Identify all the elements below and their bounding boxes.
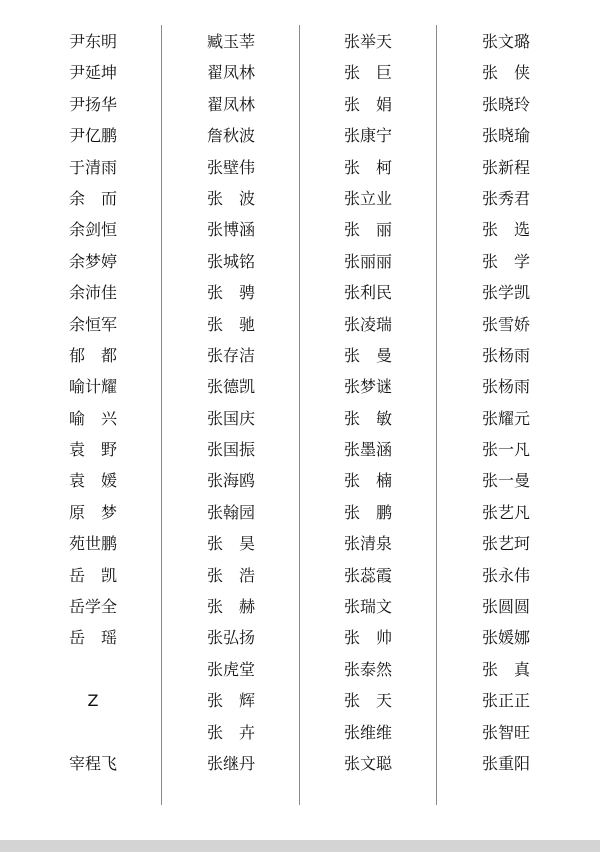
name-entry: 张墨涵 — [343, 440, 392, 460]
name-entry: 张正正 — [481, 691, 530, 711]
name-entry: 翟凤林 — [206, 94, 255, 114]
column-divider — [436, 25, 437, 805]
name-entry: 张新程 — [481, 157, 530, 177]
name-entry: 余梦婷 — [68, 251, 117, 271]
name-entry: 张举天 — [343, 32, 392, 51]
name-entry: 张维维 — [343, 722, 392, 742]
name-entry: 尹亿鹏 — [68, 126, 117, 146]
name-entry: 袁 野 — [68, 440, 117, 460]
name-entry: 翟凤林 — [206, 63, 255, 83]
name-entry: 张秀君 — [481, 188, 530, 208]
name-column-4 — [456, 26, 556, 779]
blank-line — [43, 654, 143, 685]
name-entry: 喻计耀 — [68, 377, 117, 397]
name-entry: 张海鸥 — [206, 471, 255, 491]
name-entry: 余 而 — [68, 188, 117, 208]
name-entry: 张晓玲 — [481, 94, 530, 114]
name-entry: 张永伟 — [481, 565, 530, 585]
name-entry: 张雪娇 — [481, 314, 530, 334]
name-entry: 张 浩 — [206, 565, 255, 585]
name-entry: 苑世鹏 — [68, 534, 117, 554]
name-entry: 张 赫 — [206, 597, 255, 617]
name-entry: 张 楠 — [343, 471, 392, 491]
name-entry: 张杨雨 — [481, 345, 530, 365]
name-entry: 原 梦 — [68, 502, 117, 522]
name-entry: 张一曼 — [481, 471, 530, 491]
column-divider — [299, 25, 300, 805]
name-entry: 张弘扬 — [206, 628, 255, 648]
name-entry: 张国庆 — [206, 408, 255, 428]
name-entry: 张圆圆 — [481, 597, 530, 617]
name-entry: 张 波 — [206, 188, 255, 208]
name-entry: 张凌瑞 — [343, 314, 392, 334]
name-entry: 张利民 — [343, 283, 392, 303]
name-entry: 岳学全 — [68, 597, 117, 617]
name-entry: 袁 媛 — [68, 471, 117, 491]
name-entry: 于清雨 — [68, 157, 117, 177]
name-entry: 张艺珂 — [481, 534, 530, 554]
name-entry: 张丽丽 — [343, 251, 392, 271]
name-column-2 — [181, 26, 281, 779]
name-entry: 张重阳 — [481, 753, 530, 773]
name-entry: 张虎堂 — [206, 659, 255, 679]
name-entry: 张国振 — [206, 440, 255, 460]
name-entry: 张 学 — [481, 251, 530, 271]
name-entry: 张文璐 — [481, 32, 530, 51]
name-entry: 张 卉 — [206, 722, 255, 742]
name-entry: 张瑞文 — [343, 597, 392, 617]
name-entry: 张 丽 — [343, 220, 392, 240]
name-entry: 宰程飞 — [68, 753, 117, 773]
page-bottom-edge — [0, 840, 600, 852]
name-entry: 张耀元 — [481, 408, 530, 428]
name-entry: 张 昊 — [206, 534, 255, 554]
name-entry: 张 巨 — [343, 63, 392, 83]
name-entry: 张 辉 — [206, 691, 255, 711]
name-entry: 臧玉莘 — [206, 32, 255, 51]
name-entry: 余恒军 — [68, 314, 117, 334]
name-entry: 詹秋波 — [206, 126, 255, 146]
name-entry: 张杨雨 — [481, 377, 530, 397]
name-entry: 尹扬华 — [68, 94, 117, 114]
name-column-1 — [43, 26, 143, 779]
name-entry: 张 娟 — [343, 94, 392, 114]
name-entry: 尹东明 — [68, 32, 117, 51]
name-entry: 郁 都 — [68, 345, 117, 365]
name-entry: 喻 兴 — [68, 408, 117, 428]
name-entry: 张博涵 — [206, 220, 255, 240]
name-entry: 张 侠 — [481, 63, 530, 83]
name-column-3 — [318, 26, 418, 779]
name-entry: 张梦谜 — [343, 377, 392, 397]
name-entry: 张 骋 — [206, 283, 255, 303]
name-entry: 张 敏 — [343, 408, 392, 428]
name-entry: 尹延坤 — [68, 63, 117, 83]
name-entry: 张继丹 — [206, 753, 255, 773]
name-entry: 张清泉 — [343, 534, 392, 554]
name-entry: 张智旺 — [481, 722, 530, 742]
name-entry: 张一凡 — [481, 440, 530, 460]
name-entry: 张存洁 — [206, 345, 255, 365]
column-divider — [161, 25, 162, 805]
name-entry: 张立业 — [343, 188, 392, 208]
name-entry: 张 帅 — [343, 628, 392, 648]
name-entry: 张晓瑜 — [481, 126, 530, 146]
name-entry: 张 真 — [481, 659, 530, 679]
name-entry: 张文聪 — [343, 753, 392, 773]
name-entry: 余剑恒 — [68, 220, 117, 240]
name-entry: 张蕊霞 — [343, 565, 392, 585]
name-entry: 张 鹏 — [343, 502, 392, 522]
name-entry: 张 选 — [481, 220, 530, 240]
name-entry: 张 驰 — [206, 314, 255, 334]
name-entry: 张媛娜 — [481, 628, 530, 648]
name-entry: 张壁伟 — [206, 157, 255, 177]
blank-line — [43, 717, 143, 748]
name-entry: 岳 瑶 — [68, 628, 117, 648]
name-entry: 张翰园 — [206, 502, 255, 522]
name-entry: 张 天 — [343, 691, 392, 711]
name-entry: 张 曼 — [343, 345, 392, 365]
name-entry: 张 柯 — [343, 157, 392, 177]
name-entry: 张德凯 — [206, 377, 255, 397]
name-entry: 张学凯 — [481, 283, 530, 303]
name-entry: 岳 凯 — [68, 565, 117, 585]
section-letter-heading: Z — [87, 691, 99, 711]
name-entry: 张泰然 — [343, 659, 392, 679]
name-entry: 张城铭 — [206, 251, 255, 271]
name-entry: 张康宁 — [343, 126, 392, 146]
name-entry: 张艺凡 — [481, 502, 530, 522]
name-entry: 余沛佳 — [68, 283, 117, 303]
